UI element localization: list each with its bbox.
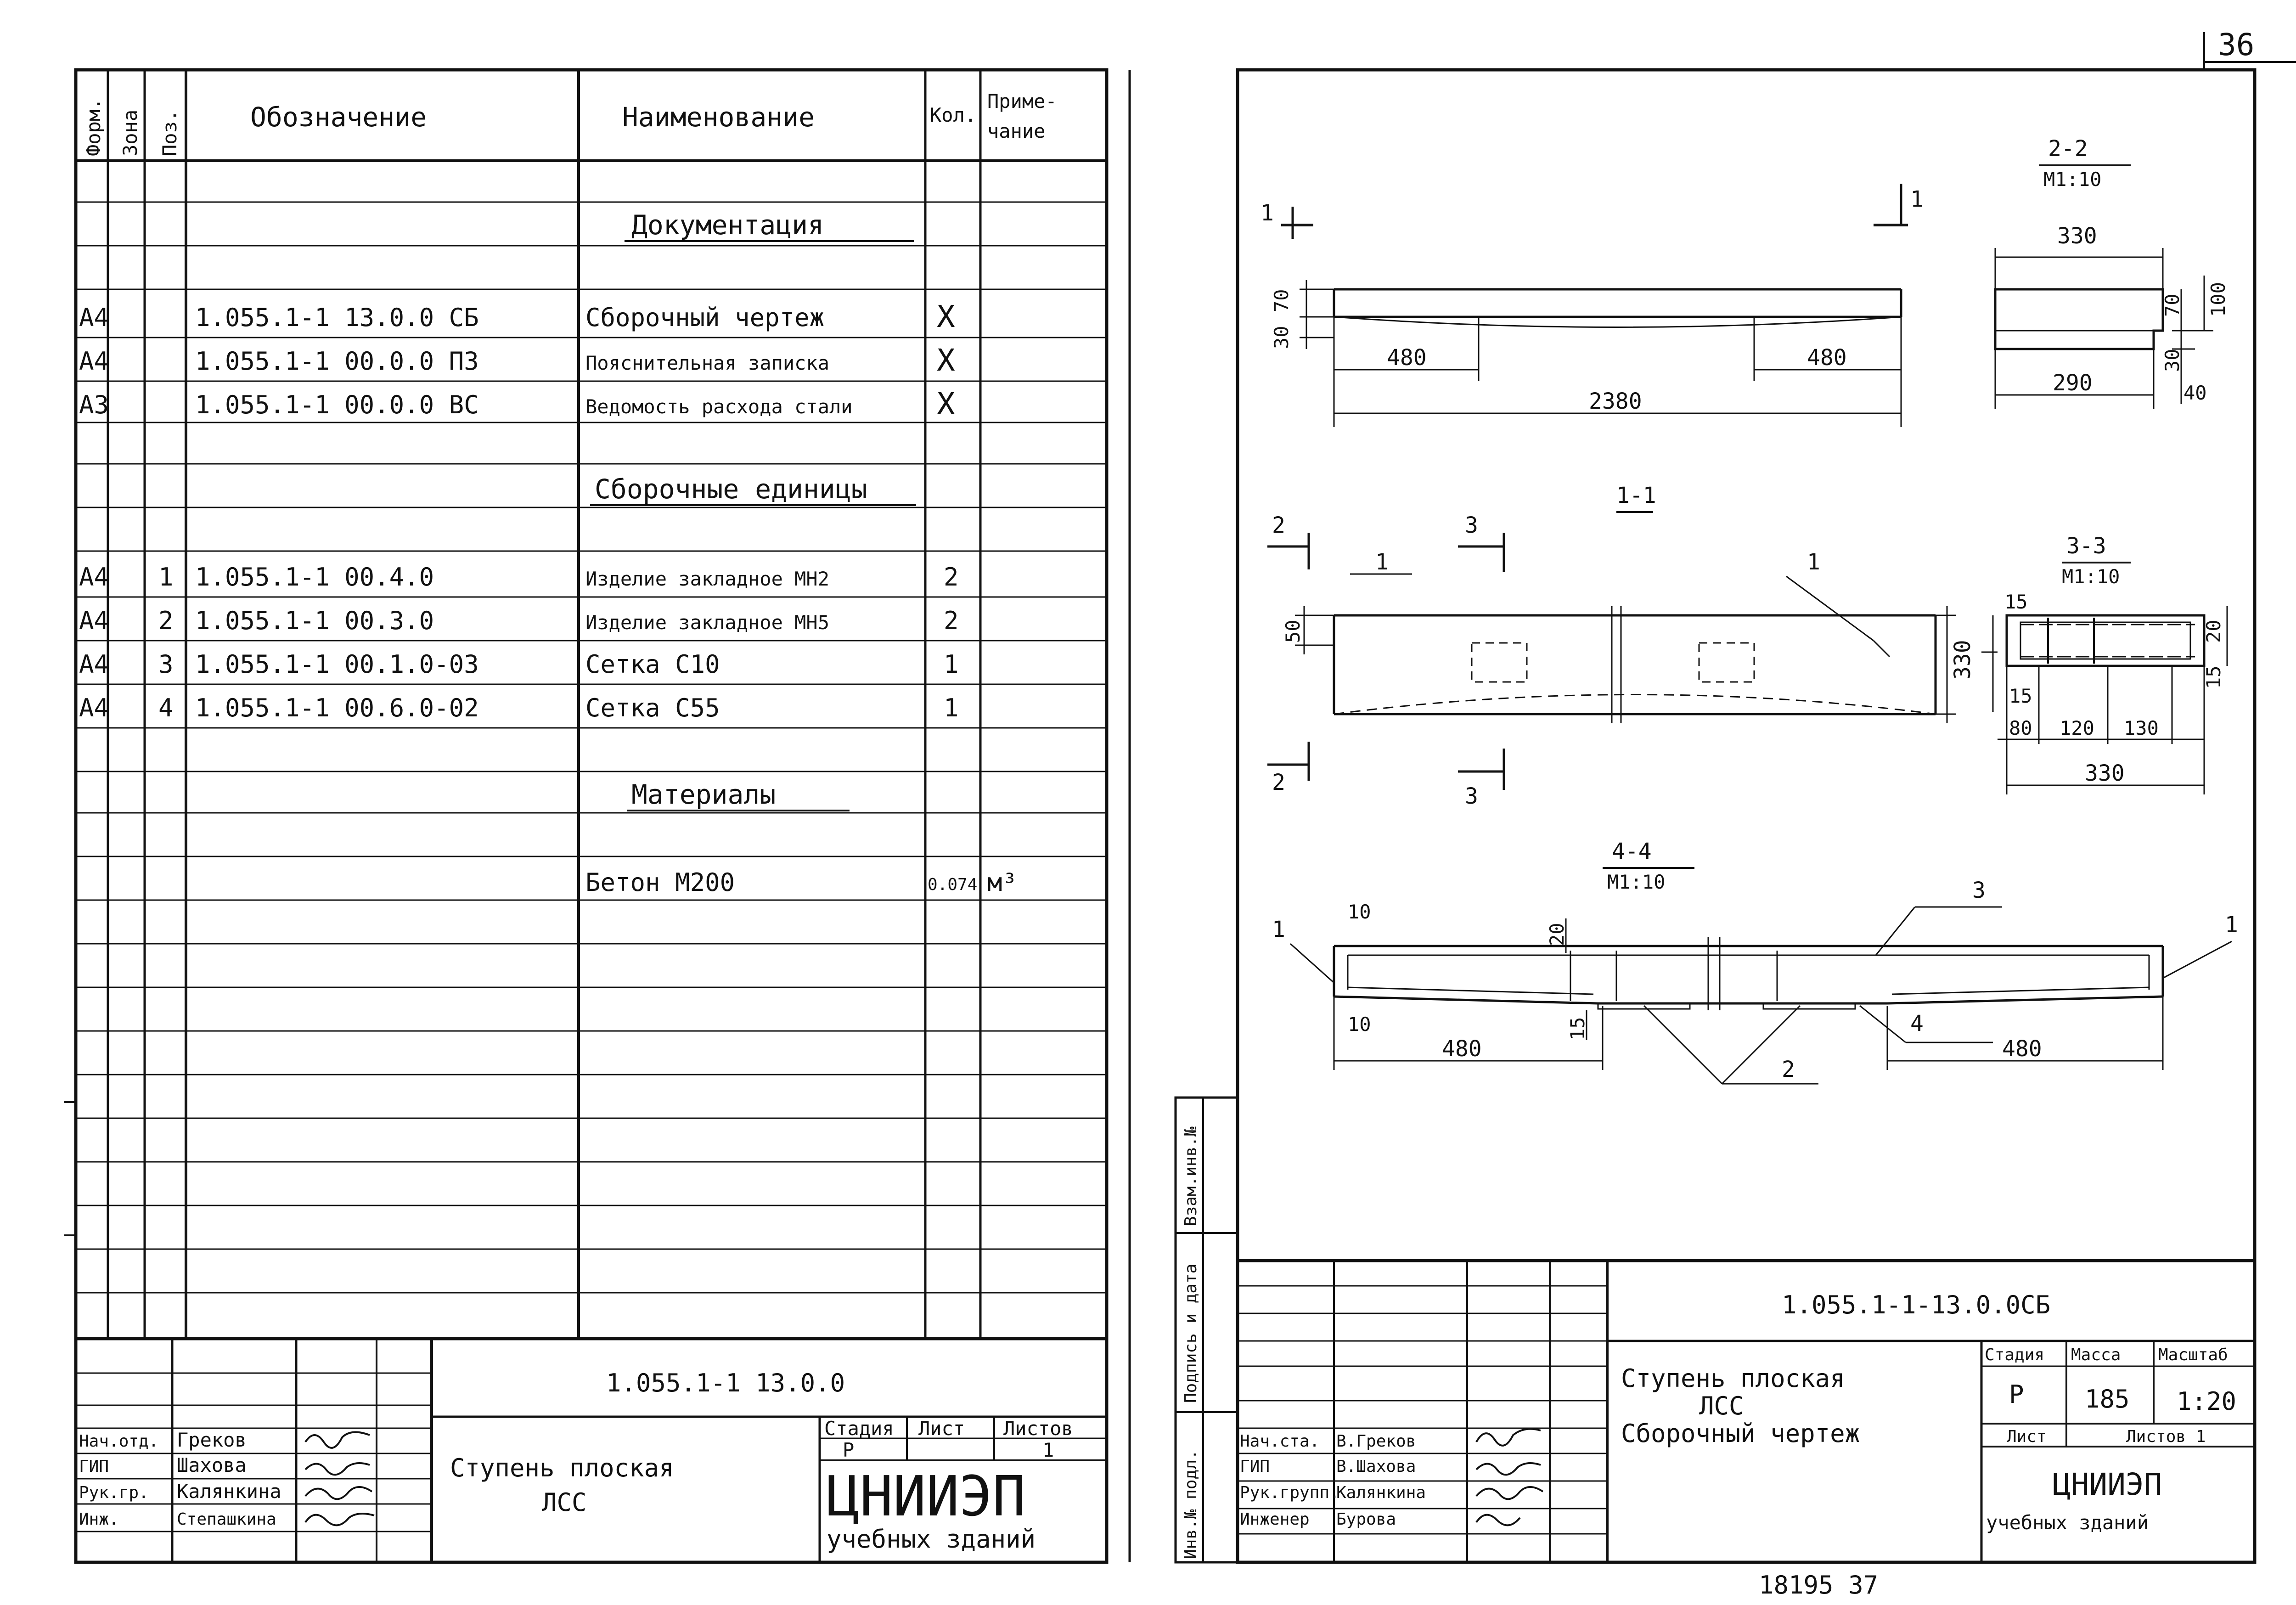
drawing-annotations: [1261, 136, 2238, 1082]
unit-row-name: Изделие закладное МН2: [585, 568, 830, 590]
signature-icon: [1476, 1463, 1541, 1475]
unit-row-qty: 1: [944, 693, 959, 722]
dim-label: 2380: [1589, 389, 1642, 414]
staff-name: Степашкина: [177, 1510, 276, 1529]
right-mass-label: Масса: [2071, 1346, 2121, 1364]
section-scale: М1:10: [2062, 565, 2120, 588]
doc-row-format: А4: [79, 303, 109, 332]
dim-label: 70: [1270, 289, 1293, 312]
section-assembly-units: Сборочные единицы: [595, 473, 867, 505]
unit-row-qty: 2: [944, 563, 959, 591]
staff-name: В.Греков: [1336, 1432, 1416, 1451]
signature-icon: [305, 1432, 370, 1448]
signature-icon: [305, 1487, 372, 1499]
left-doc-code: 1.055.1-1 13.0.0: [606, 1368, 845, 1397]
unit-row-name: Сетка С55: [585, 693, 720, 722]
signature-icon: [1476, 1515, 1520, 1526]
staff-name: Калянкина: [1336, 1483, 1426, 1502]
dim-label: 330: [1950, 640, 1975, 680]
section-scale: М1:10: [1607, 871, 1666, 893]
doc-row-name: Пояснительная записка: [585, 352, 830, 374]
dim-label: 15: [2009, 685, 2032, 707]
left-sheet-label: Лист: [918, 1417, 965, 1440]
section-documentation: Документация: [631, 209, 824, 241]
page-number: 36: [2218, 27, 2255, 62]
section-mark-2-2: 2-2: [2048, 136, 2088, 162]
left-title-line2: ЛСС: [542, 1488, 587, 1517]
dim-label: 100: [2207, 282, 2229, 317]
material-unit: м³: [987, 868, 1018, 897]
unit-row-name: Сетка С10: [585, 650, 720, 679]
right-stage: Р: [2009, 1380, 2024, 1409]
dim-label: 50: [1282, 619, 1304, 643]
position-label: 1: [1375, 549, 1389, 575]
dim-label: 10: [1348, 901, 1371, 923]
doc-row-qty: X: [937, 299, 955, 334]
left-stage: Р: [843, 1439, 855, 1461]
left-title-line1: Ступень плоская: [450, 1453, 674, 1482]
inventory-number: 18195 37: [1759, 1571, 1879, 1599]
signature-icon: [305, 1463, 370, 1475]
cut-label: 2: [1272, 512, 1285, 538]
staff-role: Инж.: [79, 1510, 119, 1529]
staff-role: Рук.групп.: [1240, 1483, 1339, 1502]
unit-row-pos: 2: [158, 606, 174, 635]
section-1-1: [1267, 512, 1956, 790]
side-label-signature: Подпись и дата: [1182, 1263, 1200, 1403]
dim-label: 20: [1546, 923, 1568, 946]
right-mass: 185: [2085, 1385, 2130, 1414]
doc-row-qty: X: [937, 386, 955, 422]
left-sheets-label: Листов: [1003, 1417, 1073, 1440]
side-label-replace: Взам.инв.№: [1182, 1126, 1200, 1226]
dim-label: 10: [1348, 1013, 1371, 1036]
section-materials: Материалы: [631, 779, 776, 810]
staff-name: В.Шахова: [1336, 1457, 1416, 1476]
doc-row-name: Сборочный чертеж: [585, 303, 825, 332]
header-pos: Поз.: [158, 109, 181, 156]
right-scale: 1:20: [2177, 1387, 2237, 1416]
cut-label: 3: [1465, 512, 1478, 538]
dim-label: 70: [2161, 293, 2183, 317]
right-scale-label: Масштаб: [2158, 1346, 2228, 1364]
staff-role: Инженер: [1240, 1510, 1310, 1529]
dim-label: 290: [2053, 370, 2093, 396]
unit-row-format: А4: [79, 693, 109, 722]
section-mark-1-1: 1-1: [1616, 483, 1656, 508]
section-mark-3-3: 3-3: [2066, 533, 2106, 559]
right-doc-code: 1.055.1-1-13.0.0СБ: [1782, 1290, 2051, 1319]
right-title-line3: Сборочный чертеж: [1621, 1419, 1860, 1448]
staff-name: Калянкина: [177, 1480, 281, 1503]
left-sheets: 1: [1042, 1439, 1054, 1461]
dim-label: 480: [1387, 345, 1427, 371]
dim-label: 15: [2202, 665, 2225, 689]
position-label: 1: [2225, 912, 2238, 938]
unit-row-designation: 1.055.1-1 00.3.0: [195, 606, 434, 635]
position-label: 2: [1782, 1057, 1795, 1082]
dim-label: 330: [2057, 223, 2097, 249]
position-label: 4: [1910, 1011, 1924, 1036]
staff-name: Бурова: [1336, 1510, 1396, 1529]
position-label: 1: [1272, 917, 1285, 942]
cut-label: 1: [1910, 186, 1924, 212]
dim-label: 20: [2202, 619, 2225, 643]
cut-label: 1: [1261, 200, 1274, 226]
right-org: ЦНИИЭП: [2053, 1467, 2162, 1502]
unit-row-pos: 1: [158, 563, 174, 591]
right-sheet-frame: [1238, 70, 2255, 1562]
unit-row-qty: 1: [944, 650, 959, 679]
section-mark-4-4: 4-4: [1612, 839, 1652, 864]
dim-label: 30: [1270, 326, 1293, 349]
header-designation: Обозначение: [250, 101, 427, 133]
cut-label: 3: [1465, 783, 1478, 809]
dim-label: 80: [2009, 717, 2032, 739]
staff-role: Нач.отд.: [79, 1432, 159, 1451]
staff-role: Рук.гр.: [79, 1483, 149, 1502]
unit-row: [79, 650, 959, 679]
header-zone: Зона: [119, 109, 141, 156]
dim-label: 480: [2002, 1036, 2042, 1062]
cut-label: 2: [1272, 770, 1285, 795]
staff-name: Греков: [177, 1429, 247, 1451]
dim-label: 480: [1807, 345, 1847, 371]
material-row: [585, 868, 1017, 897]
doc-row-designation: 1.055.1-1 00.0.0 ПЗ: [195, 347, 479, 376]
unit-row-pos: 4: [158, 693, 174, 722]
doc-row-format: А3: [79, 390, 109, 419]
dim-label: 330: [2085, 760, 2125, 786]
right-title-line1: Ступень плоская: [1621, 1364, 1845, 1393]
doc-row-designation: 1.055.1-1 00.0.0 ВС: [195, 390, 479, 419]
staff-role: ГИП: [79, 1457, 109, 1476]
header-name: Наименование: [622, 101, 815, 133]
unit-row-format: А4: [79, 563, 109, 591]
spec-table: [79, 90, 1057, 897]
doc-row-format: А4: [79, 347, 109, 376]
left-stage-label: Стадия: [824, 1417, 894, 1440]
right-org-sub: учебных зданий: [1986, 1511, 2149, 1534]
right-sheet-label: Лист: [2007, 1427, 2047, 1446]
header-format: Форм.: [82, 98, 105, 156]
dim-label: 15: [2004, 591, 2028, 613]
header-note-1: Приме-: [987, 90, 1057, 113]
material-name: Бетон М200: [585, 868, 735, 897]
dim-label: 40: [2183, 382, 2207, 404]
unit-row: [79, 606, 959, 635]
doc-row: [79, 386, 955, 422]
doc-row-name: Ведомость расхода стали: [585, 395, 853, 418]
unit-row: [79, 563, 959, 591]
unit-row-designation: 1.055.1-1 00.1.0-03: [195, 650, 479, 679]
section-4-4: [1290, 868, 2232, 1084]
material-qty: 0.074: [928, 875, 978, 894]
dim-label: 15: [1566, 1017, 1589, 1040]
header-note-2: чание: [987, 120, 1046, 142]
right-title-line2: ЛСС: [1699, 1391, 1744, 1420]
unit-row-name: Изделие закладное МН5: [585, 611, 830, 634]
right-sheets-label: Листов 1: [2126, 1427, 2206, 1446]
doc-row-qty: X: [937, 343, 955, 378]
header-qty: Кол.: [930, 104, 977, 126]
doc-row-designation: 1.055.1-1 13.0.0 СБ: [195, 303, 479, 332]
dim-label: 120: [2060, 717, 2094, 739]
left-org: ЦНИИЭП: [827, 1465, 1026, 1529]
dim-label: 480: [1442, 1036, 1482, 1062]
unit-row-designation: 1.055.1-1 00.4.0: [195, 563, 434, 591]
unit-row-format: А4: [79, 650, 109, 679]
right-stage-label: Стадия: [1985, 1346, 2045, 1364]
dim-label: 30: [2161, 349, 2183, 372]
unit-row-designation: 1.055.1-1 00.6.0-02: [195, 693, 479, 722]
signature-icon: [305, 1514, 374, 1525]
position-label: 3: [1972, 878, 1986, 903]
staff-role: Нач.ста.: [1240, 1432, 1320, 1451]
position-label: 1: [1807, 549, 1820, 575]
doc-row: [79, 343, 955, 378]
unit-row-qty: 2: [944, 606, 959, 635]
section-scale: М1:10: [2043, 168, 2102, 191]
left-org-sub: учебных зданий: [827, 1525, 1036, 1554]
unit-row: [79, 693, 959, 722]
dim-label: 130: [2124, 717, 2159, 739]
right-title-block: [1182, 1126, 2236, 1559]
unit-row-pos: 3: [158, 650, 174, 679]
staff-role: ГИП: [1240, 1457, 1270, 1476]
doc-row: [79, 299, 955, 334]
staff-name: Шахова: [177, 1454, 247, 1476]
signature-icon: [1476, 1487, 1543, 1499]
side-label-inv: Инв.№ подл.: [1182, 1449, 1200, 1559]
unit-row-format: А4: [79, 606, 109, 635]
signature-icon: [1476, 1429, 1541, 1446]
